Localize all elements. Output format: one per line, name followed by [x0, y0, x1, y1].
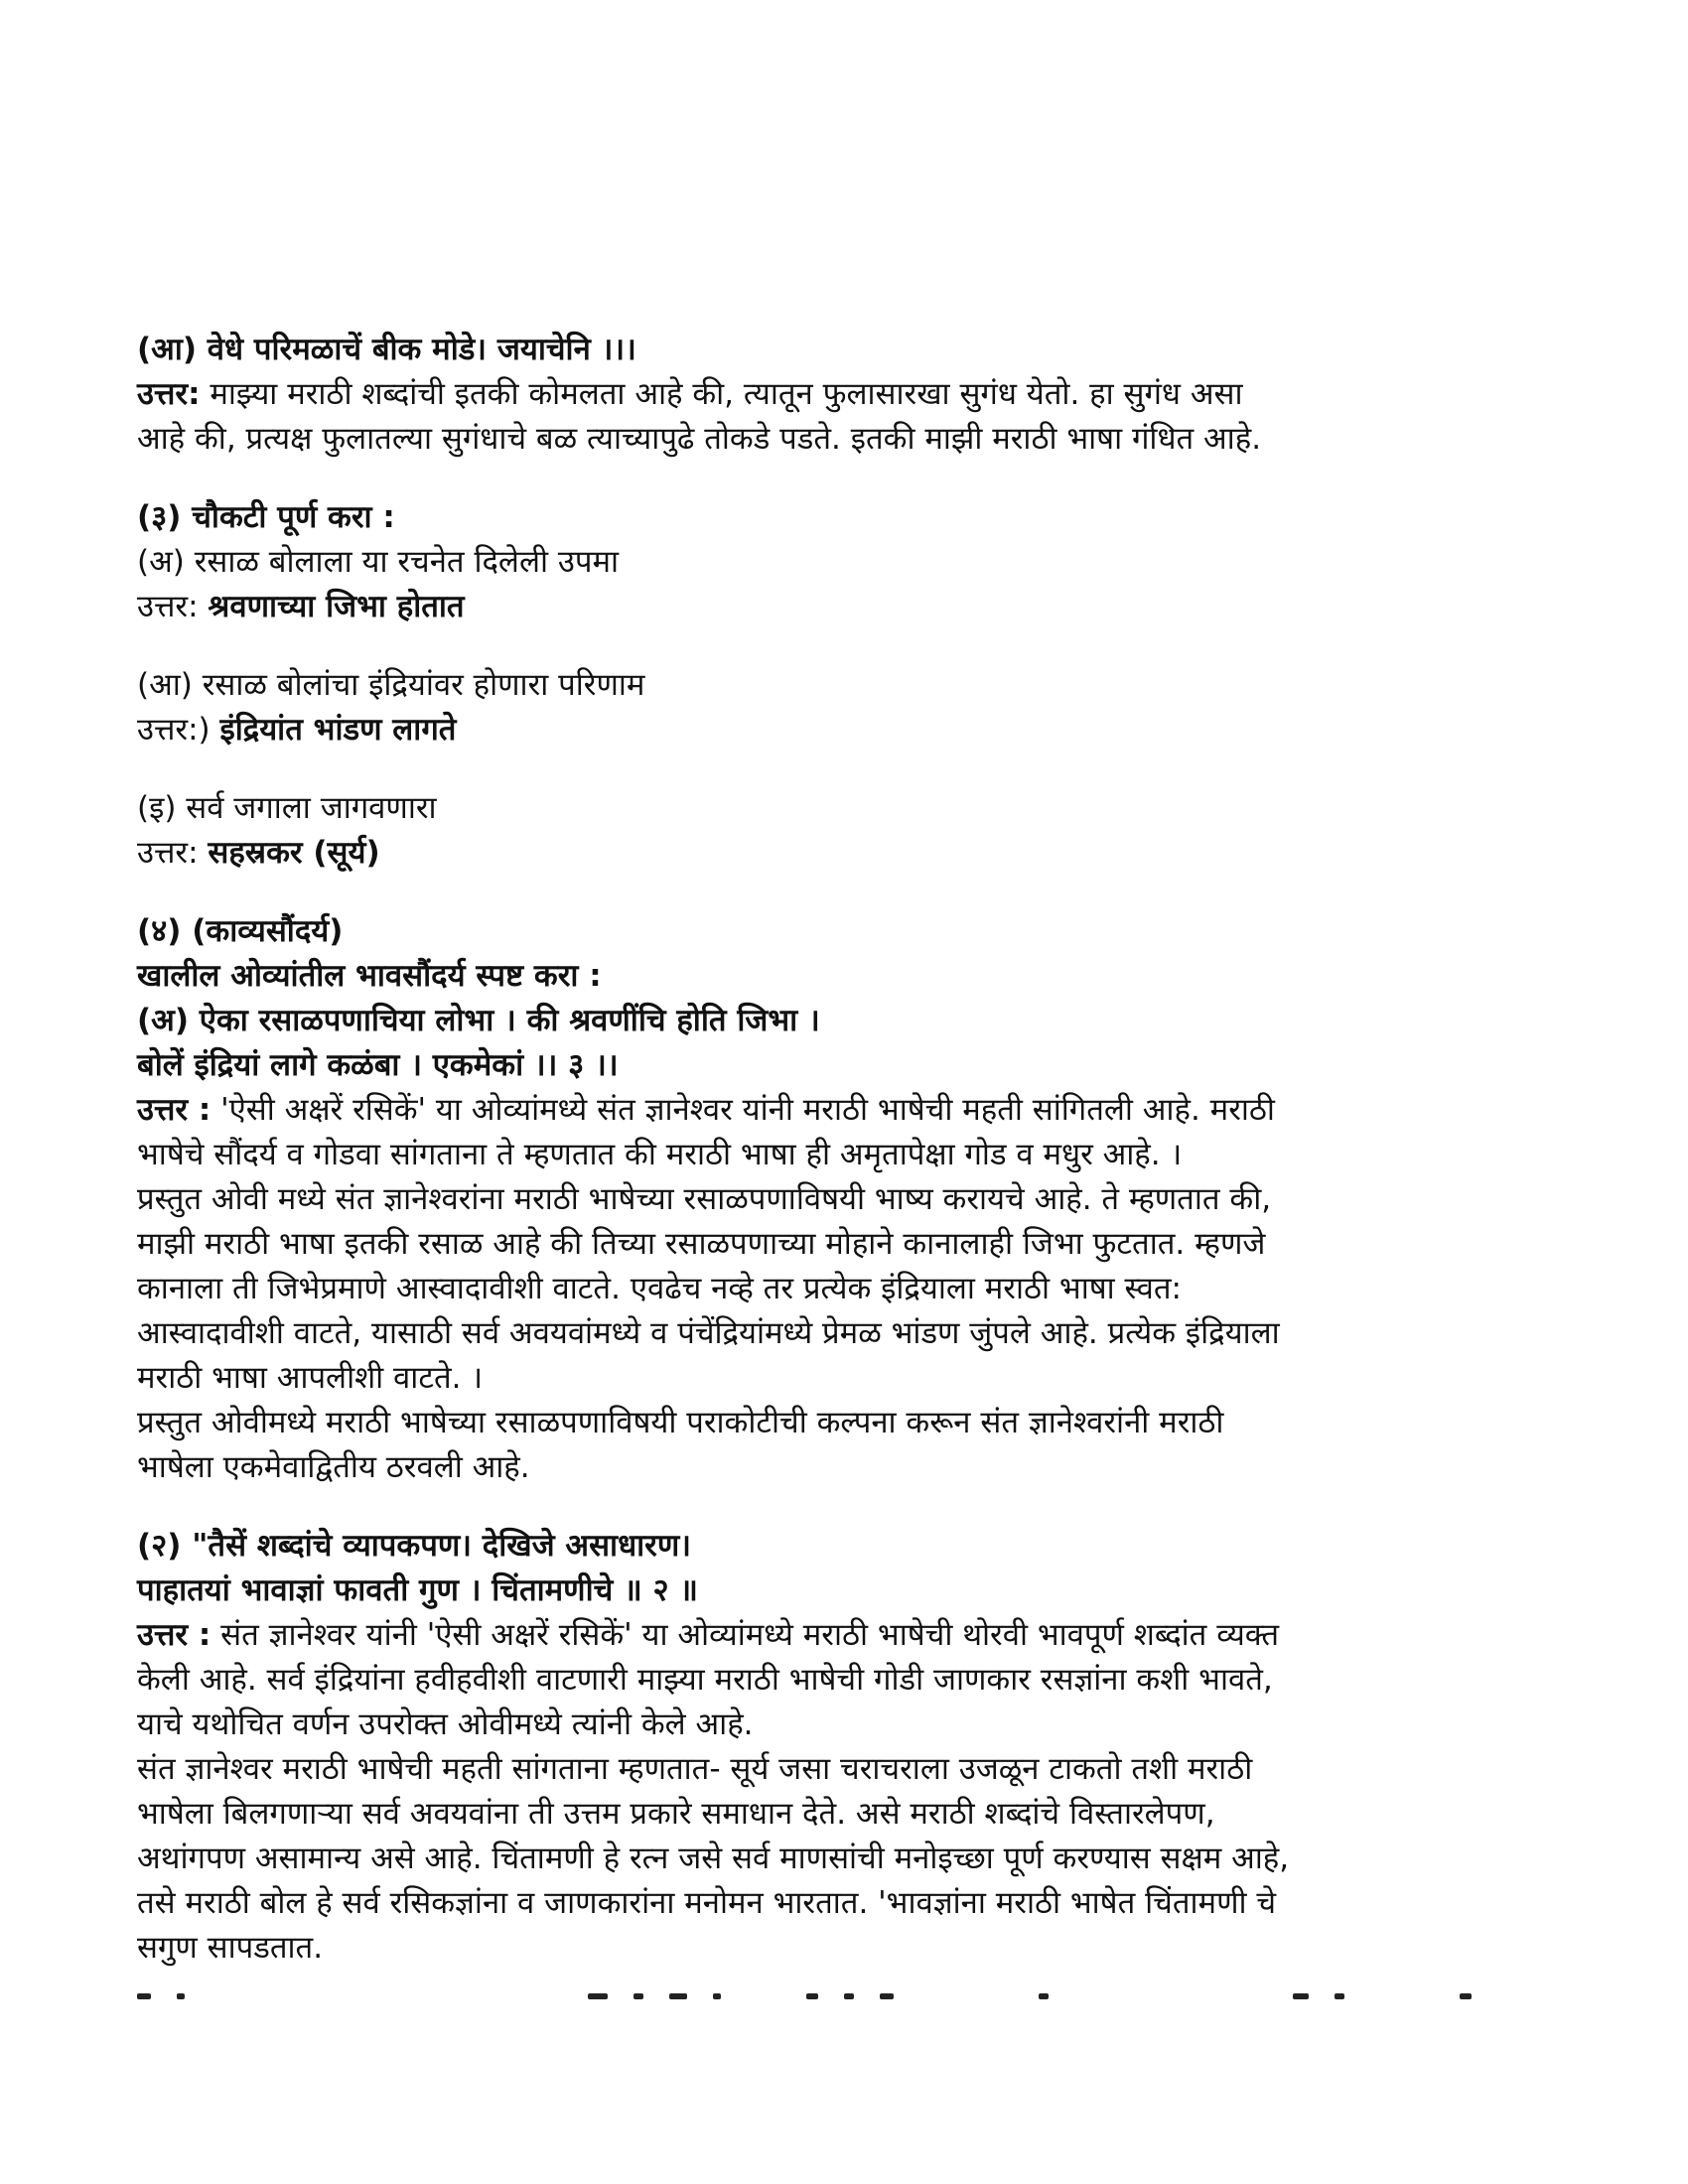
section-3-question-aa: (आ) रसाळ बोलांचा इंद्रियांवर होणारा परिणाम [137, 667, 645, 703]
section-4-heading: (४) (काव्यसौंदर्य) [137, 913, 344, 949]
section-4-verse-line-1: (अ) ऐका रसाळपणाचिया लोभा । की श्रवणींचि होति जिभा । [137, 1003, 820, 1038]
section-2-answer-line-6: अथांगपण असामान्य असे आहे. चिंतामणी हे रत्न जसे सर्व माणसांची मनोइच्छा पूर्ण करण्यास सक्षम आहे, [137, 1841, 1290, 1876]
answer-text: श्रवणाच्या जिभा होतात [208, 589, 465, 624]
section-2-answer-line-3: याचे यथोचित वर्णन उपरोक्त ओवीमध्ये त्यांनी केले आहे. [137, 1706, 754, 1742]
section-3-answer-i [137, 831, 1567, 876]
answer-label: उत्तर: [137, 376, 201, 412]
section-4-answer-line-2: भाषेचे सौंदर्य व गोडवा सांगताना ते म्हणतात की मराठी भाषा ही अमृतापेक्षा गोड व मधुर आहे. । [137, 1137, 1183, 1172]
answer-label: उत्तर:) [137, 712, 220, 748]
section-2-verse-line-2: पाहातयां भावाज्ञां फावती गुण । चिंतामणीचे ॥ २ ॥ [137, 1572, 698, 1608]
section-4-answer-line-7: मराठी भाषा आपलीशी वाटते. । [137, 1360, 484, 1396]
section-2-answer-line-8: सगुण सापडतात. [137, 1930, 324, 1966]
section-aa-heading: (आ) वेधे परिमळाचें बीक मोडे। जयाचेनि ।।। [137, 332, 636, 367]
section-4-answer-line-3: प्रस्तुत ओवी मध्ये संत ज्ञानेश्वरांना मराठी भाषेच्या रसाळपणाविषयी भाष्य करायचे आहे. ते म्हणतात की, [137, 1181, 1272, 1217]
answer-label: उत्तर : [137, 1092, 211, 1128]
section-4-answer-line-8: प्रस्तुत ओवीमध्ये मराठी भाषेच्या रसाळपणाविषयी पराकोटीची कल्पना करून संत ज्ञानेश्वरांनी मराठी [137, 1405, 1224, 1440]
section-aa-answer-line-1 [137, 372, 1567, 417]
section-3-question-i: (इ) सर्व जगाला जागवणारा [137, 790, 437, 826]
section-2-verse-line-1: (२) "तैसें शब्दांचे व्यापकपण। देखिजे असाधारण। [137, 1528, 692, 1564]
section-2-answer-line-4: संत ज्ञानेश्वर मराठी भाषेची महती सांगताना म्हणतात- सूर्य जसा चराचराला उजळून टाकतो तशी मराठी [137, 1751, 1253, 1787]
section-4-answer-line-1 [137, 1088, 1567, 1133]
section-2-answer-line-7: तसे मराठी बोल हे सर्व रसिकज्ञांना व जाणकारांना मनोमन भारतात. 'भावज्ञांना मराठी भाषेत चिंतामणी चे [137, 1885, 1277, 1921]
section-3-question-a: (अ) रसाळ बोलाला या रचनेत दिलेली उपमा [137, 544, 620, 580]
answer-label: उत्तर: [137, 589, 209, 624]
answer-text: माझ्या मराठी शब्दांची इतकी कोमलता आहे की, त्यातून फुलासारखा सुगंध येतो. हा सुगंध असा [200, 376, 1243, 412]
section-3-answer-aa [137, 708, 1567, 752]
document-page [137, 328, 1567, 1971]
answer-label: उत्तर : [137, 1617, 211, 1653]
answer-label: उत्तर: [137, 835, 209, 871]
section-aa-answer-line-2: आहे की, प्रत्यक्ष फुलातल्या सुगंधाचे बळ त्याच्यापुढे तोकडे पडते. इतकी माझी मराठी भाषा गंधित आहे. [137, 421, 1262, 457]
answer-text: सहस्रकर (सूर्य) [208, 835, 380, 871]
section-4-answer-line-5: कानाला ती जिभेप्रमाणे आस्वादावीशी वाटते. एवढेच नव्हे तर प्रत्येक इंद्रियाला मराठी भाषा स्वत: [137, 1271, 1182, 1306]
answer-text: संत ज्ञानेश्वर यांनी 'ऐसी अक्षरें रसिकें' या ओव्यांमध्ये मराठी भाषेची थोरवी भावपूर्ण शब्दांत व्यक्त [211, 1617, 1280, 1653]
section-4-verse-line-2: बोलें इंद्रियां लागे कळंबा । एकमेकां ।। ३ ।। [137, 1047, 619, 1083]
cut-off-text-line [137, 1993, 1567, 2009]
answer-text: इंद्रियांत भांडण लागते [219, 712, 457, 748]
section-4-answer-line-4: माझी मराठी भाषा इतकी रसाळ आहे की तिच्या रसाळपणाच्या मोहाने कानालाही जिभा फुटतात. म्हणजे [137, 1226, 1266, 1262]
answer-text: 'ऐसी अक्षरें रसिकें' या ओव्यांमध्ये संत ज्ञानेश्वर यांनी मराठी भाषेची महती सांगितली आहे. मराठी [211, 1092, 1275, 1128]
section-4-subheading: खालील ओव्यांतील भावसौंदर्य स्पष्ट करा : [137, 958, 602, 994]
section-2-answer-line-1 [137, 1613, 1567, 1658]
section-3-answer-a [137, 585, 1567, 629]
section-2-answer-line-2: केली आहे. सर्व इंद्रियांना हवीहवीशी वाटणारी माझ्या मराठी भाषेची गोडी जाणकार रसज्ञांना कशी भावते, [137, 1662, 1273, 1698]
section-2-answer-line-5: भाषेला बिलगणाऱ्या सर्व अवयवांना ती उत्तम प्रकारे समाधान देते. असे मराठी शब्दांचे विस्तारलेपण, [137, 1796, 1215, 1832]
section-4-answer-line-6: आस्वादावीशी वाटते, यासाठी सर्व अवयवांमध्ये व पंचेंद्रियांमध्ये प्रेमळ भांडण जुंपले आहे. प्रत्येक इंद्रियाला [137, 1315, 1280, 1351]
section-4-answer-line-9: भाषेला एकमेवाद्वितीय ठरवली आहे. [137, 1449, 530, 1485]
section-3-heading: (३) चौकटी पूर्ण करा : [137, 499, 395, 535]
